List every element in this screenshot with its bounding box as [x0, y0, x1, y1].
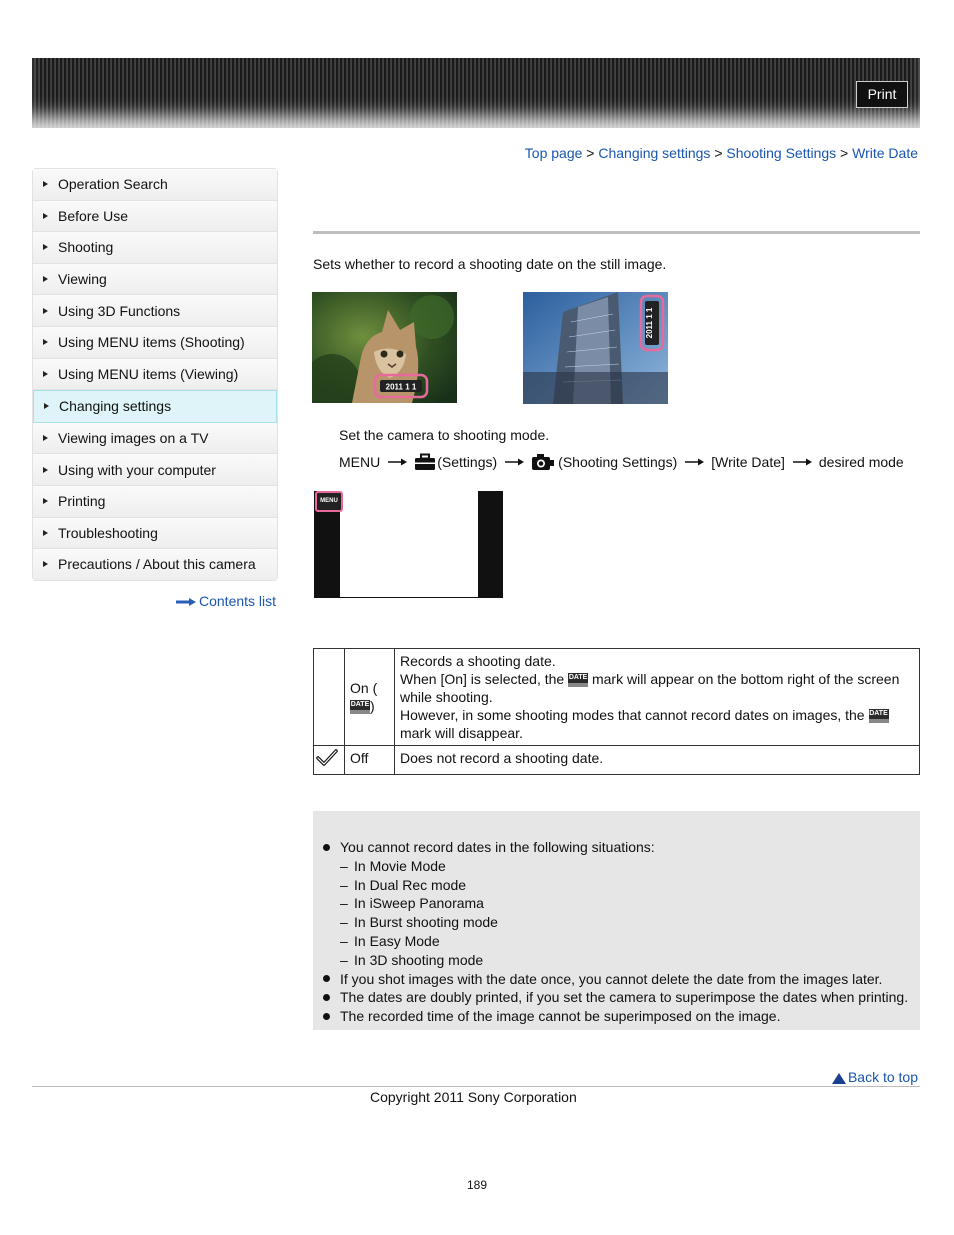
page-header [32, 58, 920, 128]
list-item [323, 838, 908, 857]
dash-marker: – [340, 951, 348, 968]
list-item [323, 913, 908, 932]
sidebar-item-label: Viewing images on a TV [58, 430, 209, 447]
sidebar-item-label: Before Use [58, 207, 129, 224]
cat-photo-example [312, 292, 457, 403]
arrow-right-icon [386, 457, 408, 467]
breadcrumb-write-date[interactable]: Write Date [852, 145, 918, 161]
triangle-right-icon [43, 561, 48, 567]
date-mark-icon: DATE [350, 700, 370, 714]
settings-label: (Settings) [437, 454, 498, 470]
option-on-desc-line2a: When [On] is selected, the [400, 671, 565, 687]
copyright-text: Copyright 2011 Sony Corporation [370, 1089, 577, 1105]
option-on-desc-line3b: mark will disappear. [400, 725, 523, 741]
bullet-icon [323, 1013, 330, 1020]
date-mark-icon: DATE [869, 709, 889, 723]
option-on-desc-line1: Records a shooting date. [400, 653, 556, 669]
option-desc-off: Does not record a shooting date. [395, 746, 920, 775]
step-1-text: Set the camera to shooting mode. [339, 427, 550, 443]
sidebar-item-printing[interactable] [33, 486, 277, 518]
sidebar-item-operation-search[interactable] [33, 169, 277, 201]
table-row [314, 746, 920, 775]
list-item [323, 857, 908, 876]
default-check-cell [314, 649, 345, 746]
triangle-right-icon [43, 308, 48, 314]
sidebar-item-label: Using MENU items (Viewing) [58, 365, 239, 382]
bullet-icon [323, 994, 330, 1001]
default-check-cell [314, 746, 345, 775]
note-text: You cannot record dates in the following situations: [340, 839, 655, 855]
checkmark-default-icon [316, 749, 338, 767]
sidebar-item-label: Viewing [58, 271, 107, 288]
footer-divider [32, 1086, 920, 1087]
sidebar-item-changing-settings[interactable] [33, 390, 277, 423]
sidebar-item-precautions[interactable] [33, 549, 277, 580]
note-subitem: In Easy Mode [354, 932, 440, 949]
building-photo-example [523, 292, 668, 404]
shooting-settings-label: (Shooting Settings) [558, 454, 678, 470]
note-text: The recorded time of the image cannot be superimposed on the image. [340, 1008, 781, 1025]
note-subitem: In Movie Mode [354, 857, 446, 874]
triangle-right-icon [43, 181, 48, 187]
menu-label: MENU [339, 454, 381, 470]
dash-marker: – [340, 914, 348, 931]
sidebar-nav [32, 168, 278, 581]
toolbox-settings-icon [414, 453, 436, 471]
option-on-desc-line3a: However, in some shooting modes that cannot record dates on images, the [400, 707, 865, 723]
triangle-right-icon [43, 467, 48, 473]
arrow-right-icon [791, 457, 813, 467]
dash-marker: – [340, 932, 348, 949]
triangle-right-icon [43, 276, 48, 282]
breadcrumb-changing-settings[interactable]: Changing settings [598, 145, 711, 161]
option-on-desc-line2b: mark will appear on the bottom right of the screen while shooting. [400, 671, 900, 705]
option-on-label: On ( [350, 680, 378, 696]
note-text: The dates are doubly printed, if you set the camera to superimpose the dates when printing. [340, 989, 909, 1006]
back-to-top-label[interactable]: Back to top [847, 1069, 918, 1085]
sidebar-item-label: Printing [58, 493, 106, 510]
option-desc-on [395, 649, 920, 746]
note-subitem: In Dual Rec mode [354, 876, 467, 893]
date-stamp-text: 2011 1 1 [385, 382, 417, 392]
step-2-instructions [339, 453, 904, 471]
vertical-date-stamp-text: 2011 1 1 [645, 307, 654, 339]
breadcrumb-separator: > [840, 145, 849, 161]
triangle-right-icon [44, 403, 49, 409]
back-to-top-link[interactable] [832, 1069, 918, 1085]
note-subitem: In 3D shooting mode [354, 951, 484, 968]
bullet-icon [323, 975, 330, 982]
breadcrumb-separator: > [586, 145, 595, 161]
sidebar-item-label: Precautions / About this camera [58, 556, 256, 573]
triangle-right-icon [43, 339, 48, 345]
sidebar-item-label: Changing settings [59, 398, 172, 415]
sidebar-item-menu-viewing[interactable] [33, 359, 277, 391]
sidebar-item-menu-shooting[interactable] [33, 327, 277, 359]
breadcrumb [525, 145, 918, 161]
breadcrumb-shooting-settings[interactable]: Shooting Settings [726, 145, 837, 161]
sidebar-item-3d-functions[interactable] [33, 295, 277, 327]
dash-marker: – [340, 876, 348, 893]
note-text: If you shot images with the date once, you cannot delete the date from the images later. [340, 970, 883, 987]
notes-box [313, 811, 920, 1030]
contents-list-link[interactable] [176, 593, 276, 609]
options-table [313, 648, 920, 775]
contents-list-label[interactable]: Contents list [199, 593, 277, 609]
sidebar-item-viewing-tv[interactable] [33, 423, 277, 455]
page-number: 189 [466, 1178, 488, 1192]
bullet-icon [323, 844, 330, 851]
breadcrumb-top-page[interactable]: Top page [524, 145, 583, 161]
triangle-right-icon [43, 530, 48, 536]
list-item [323, 951, 908, 970]
list-item [323, 1007, 908, 1026]
note-subitem: In iSweep Panorama [354, 895, 484, 912]
screen-display-area [340, 491, 478, 597]
triangle-right-icon [43, 371, 48, 377]
sidebar-item-troubleshooting[interactable] [33, 518, 277, 550]
dash-marker: – [340, 857, 348, 874]
list-item [323, 894, 908, 913]
date-mark-icon: DATE [568, 673, 588, 687]
list-item [323, 932, 908, 951]
sidebar-item-label: Troubleshooting [58, 524, 158, 541]
table-row [314, 649, 920, 746]
title-divider [313, 231, 920, 234]
breadcrumb-separator: > [714, 145, 723, 161]
sidebar-item-label: Using MENU items (Shooting) [58, 334, 245, 351]
arrow-right-icon [683, 457, 705, 467]
option-on-suffix: ) [370, 698, 375, 714]
write-date-label: [Write Date] [711, 454, 785, 470]
sidebar-item-before-use[interactable] [33, 201, 277, 233]
intro-text: Sets whether to record a shooting date on the still image. [313, 256, 667, 272]
print-button[interactable]: Print [856, 81, 908, 108]
triangle-right-icon [43, 435, 48, 441]
list-item [323, 876, 908, 895]
desired-mode-label: desired mode [818, 454, 904, 470]
list-item [323, 988, 908, 1007]
sidebar-item-shooting[interactable] [33, 232, 277, 264]
triangle-right-icon [43, 213, 48, 219]
sidebar-item-label: Operation Search [58, 176, 168, 193]
triangle-right-icon [43, 244, 48, 250]
arrow-right-icon [503, 457, 525, 467]
triangle-up-icon [832, 1073, 846, 1084]
option-name-off: Off [345, 746, 395, 775]
sidebar-item-label: Using with your computer [58, 461, 216, 478]
sidebar-item-viewing[interactable] [33, 264, 277, 296]
option-name-on [345, 649, 395, 746]
list-item [323, 970, 908, 989]
sidebar-item-label: Using 3D Functions [58, 302, 181, 319]
notes-list [323, 838, 908, 1026]
sidebar-item-label: Shooting [58, 239, 114, 256]
sidebar-item-computer[interactable] [33, 454, 277, 486]
triangle-right-icon [43, 498, 48, 504]
menu-button-icon: MENU [315, 491, 343, 512]
camera-settings-icon [531, 453, 555, 471]
arrow-right-icon [176, 598, 196, 606]
note-subitem: In Burst shooting mode [354, 914, 498, 931]
camera-screen-illustration [314, 491, 503, 598]
dash-marker: – [340, 895, 348, 912]
